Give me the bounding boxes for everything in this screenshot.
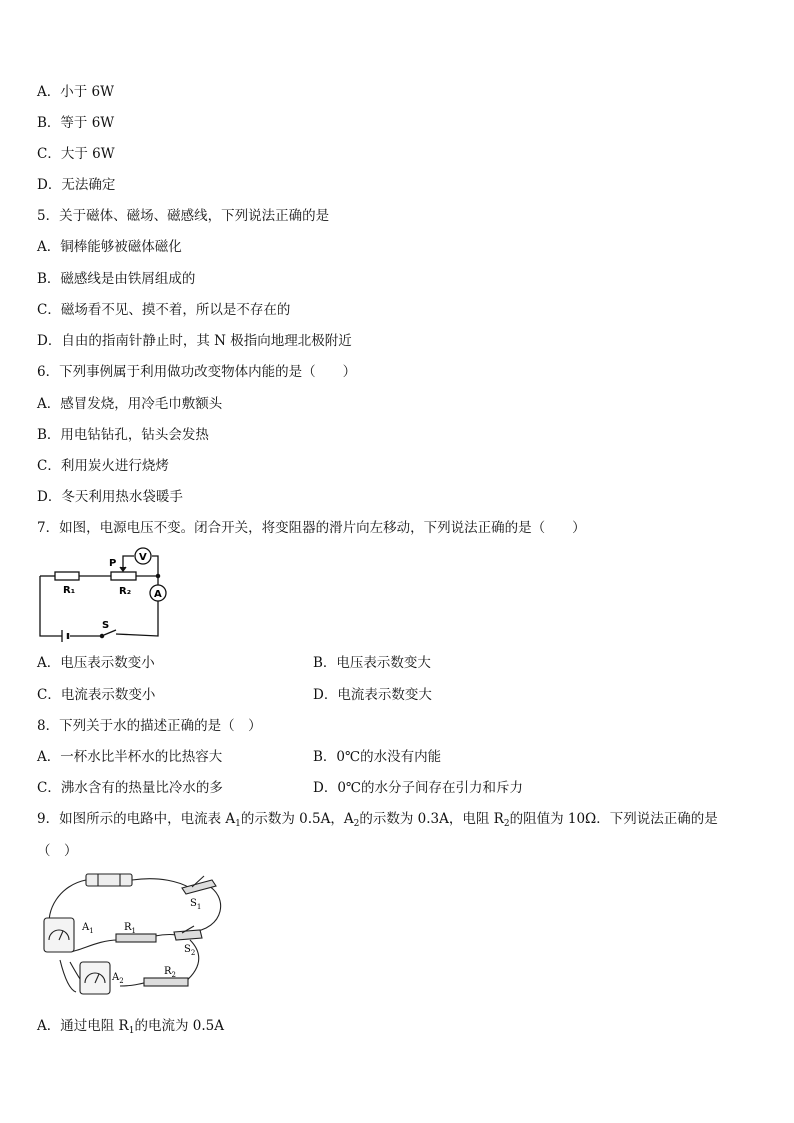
q6-stem: 6．下列事例属于利用做功改变物体内能的是（ ） <box>37 364 357 380</box>
q5-stem: 5．关于磁体、磁场、磁感线，下列说法正确的是 <box>37 208 330 224</box>
q7-option-c: C．电流表示数变小 <box>37 687 156 703</box>
q7-label-p: P <box>109 558 117 569</box>
q8-option-c: C．沸水含有的热量比冷水的多 <box>37 780 223 796</box>
q7-option-a: A．电压表示数变小 <box>37 655 155 671</box>
q4-option-c: C．大于 6W <box>37 146 115 162</box>
q8-option-a: A．一杯水比半杯水的比热容大 <box>37 749 223 765</box>
q9-label-s1: $S_1$ <box>190 898 202 911</box>
q9-label-a1: $A_1$ <box>82 922 94 935</box>
q8-stem: 8．下列关于水的描述正确的是（ ） <box>37 718 262 734</box>
q7-stem: 7．如图，电源电压不变。闭合开关，将变阻器的滑片向左移动，下列说法正确的是（ ） <box>37 520 586 536</box>
q6-option-b: B．用电钻钻孔，钻头会发热 <box>37 427 209 443</box>
q9-option-a: A．通过电阻 $R_1$的电流为 0.5A <box>37 1018 224 1036</box>
q7-label-r2: R₂ <box>119 586 132 597</box>
q5-option-b: B．磁感线是由铁屑组成的 <box>37 271 196 287</box>
q9-ammeter-a2 <box>80 962 110 994</box>
q9-label-s2: $S_2$ <box>184 944 196 957</box>
q9-ammeter-a1 <box>44 918 74 952</box>
q7-option-d: D．电流表示数变大 <box>313 687 432 703</box>
q7-label-a: A <box>154 589 162 600</box>
q9-label-a2: $A_2$ <box>112 972 124 985</box>
q7-resistor-r2 <box>111 572 136 580</box>
q5-option-c: C．磁场看不见、摸不着，所以是不存在的 <box>37 302 291 318</box>
q9-switch-s2 <box>174 930 202 940</box>
q7-resistor-r1 <box>55 572 79 580</box>
q4-option-d: D．无法确定 <box>37 177 116 193</box>
q9-stem-continued: （ ） <box>37 843 78 859</box>
q9-label-r2: $R_2$ <box>164 966 176 979</box>
q8-option-b: B．0℃的水没有内能 <box>313 749 442 765</box>
q7-label-s: S <box>102 620 110 631</box>
q4-option-a: A．小于 6W <box>37 84 115 100</box>
q7-label-r1: R₁ <box>63 585 76 596</box>
q6-option-d: D．冬天利用热水袋暖手 <box>37 489 183 505</box>
q9-resistor-r2 <box>144 978 188 986</box>
q7-circuit-diagram <box>38 546 178 641</box>
q4-option-b: B．等于 6W <box>37 115 115 131</box>
q9-circuit-photo-diagram <box>40 870 230 1005</box>
q6-option-c: C．利用炭火进行烧烤 <box>37 458 169 474</box>
q9-label-r1: $R_1$ <box>124 922 136 935</box>
q7-label-v: V <box>139 552 147 563</box>
q5-option-a: A．铜棒能够被磁体磁化 <box>37 239 182 255</box>
q9-switch-s1 <box>182 880 216 894</box>
q9-resistor-r1 <box>116 934 156 942</box>
q6-option-a: A．感冒发烧，用冷毛巾敷额头 <box>37 396 223 412</box>
q8-option-d: D．0℃的水分子间存在引力和斥力 <box>313 780 524 796</box>
q5-option-d: D．自由的指南针静止时，其 N 极指向地理北极附近 <box>37 333 352 349</box>
q9-stem: 9．如图所示的电路中，电流表 $A_1$的示数为 0.5A，$A_2$的示数为 0.3A，电阻 $R_2$的阻值为 10Ω．下列说法正确的是 <box>37 811 718 829</box>
q7-option-b: B．电压表示数变大 <box>313 655 431 671</box>
q9-battery <box>86 874 132 886</box>
